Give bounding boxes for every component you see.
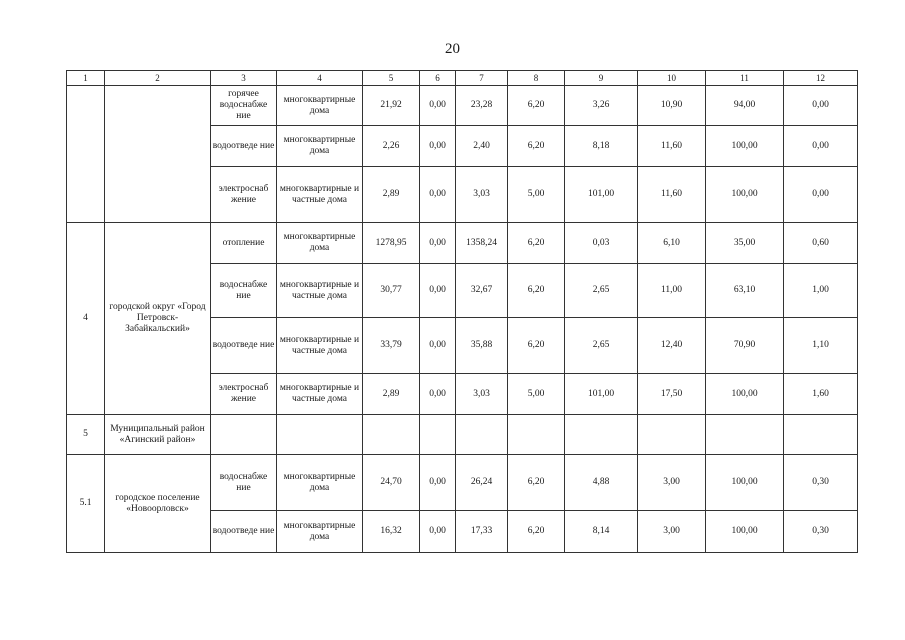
value-cell-6: 0,00 bbox=[420, 318, 456, 374]
value-cell-6: 0,00 bbox=[420, 511, 456, 553]
municipality-cell: городское поселение «Новоорловск» bbox=[105, 455, 211, 553]
housing-type-cell: многоквартирные и частные дома bbox=[277, 264, 363, 318]
value-cell-9: 8,18 bbox=[565, 126, 638, 167]
value-cell-12: 0,00 bbox=[784, 86, 858, 126]
value-cell-6: 0,00 bbox=[420, 86, 456, 126]
value-cell-12: 1,00 bbox=[784, 264, 858, 318]
column-number: 1 bbox=[67, 71, 105, 86]
value-cell-9: 3,26 bbox=[565, 86, 638, 126]
value-cell-11: 100,00 bbox=[706, 455, 784, 511]
service-cell: водоотведе ние bbox=[211, 318, 277, 374]
housing-type-cell: многоквартирные дома bbox=[277, 511, 363, 553]
value-cell-8: 6,20 bbox=[508, 455, 565, 511]
value-cell-10: 3,00 bbox=[638, 455, 706, 511]
value-cell-12: 0,00 bbox=[784, 126, 858, 167]
value-cell-7: 35,88 bbox=[456, 318, 508, 374]
column-number-row bbox=[67, 71, 858, 86]
column-number: 6 bbox=[420, 71, 456, 86]
value-cell-9: 101,00 bbox=[565, 167, 638, 223]
value-cell-12: 0,30 bbox=[784, 455, 858, 511]
municipality-cell: Муниципальный район «Агинский район» bbox=[105, 415, 211, 455]
value-cell-10: 11,60 bbox=[638, 167, 706, 223]
housing-type-cell: многоквартирные дома bbox=[277, 223, 363, 264]
housing-type-cell: многоквартирные дома bbox=[277, 455, 363, 511]
table-row bbox=[67, 415, 858, 455]
value-cell-6: 0,00 bbox=[420, 455, 456, 511]
value-cell-8: 6,20 bbox=[508, 126, 565, 167]
housing-type-cell: многоквартирные дома bbox=[277, 86, 363, 126]
value-cell-7: 23,28 bbox=[456, 86, 508, 126]
value-cell-11: 100,00 bbox=[706, 167, 784, 223]
value-cell-12: 0,00 bbox=[784, 167, 858, 223]
housing-type-cell: многоквартирные и частные дома bbox=[277, 167, 363, 223]
value-cell-5: 2,26 bbox=[363, 126, 420, 167]
value-cell-11: 94,00 bbox=[706, 86, 784, 126]
value-cell-6 bbox=[420, 415, 456, 455]
column-number: 8 bbox=[508, 71, 565, 86]
table-row bbox=[67, 455, 858, 511]
value-cell-5 bbox=[363, 415, 420, 455]
column-number: 9 bbox=[565, 71, 638, 86]
column-number: 5 bbox=[363, 71, 420, 86]
value-cell-10: 3,00 bbox=[638, 511, 706, 553]
value-cell-7: 2,40 bbox=[456, 126, 508, 167]
value-cell-11: 70,90 bbox=[706, 318, 784, 374]
column-number: 12 bbox=[784, 71, 858, 86]
housing-type-cell bbox=[277, 415, 363, 455]
value-cell-10: 12,40 bbox=[638, 318, 706, 374]
value-cell-5: 2,89 bbox=[363, 374, 420, 415]
service-cell: отопление bbox=[211, 223, 277, 264]
value-cell-8: 6,20 bbox=[508, 86, 565, 126]
column-number: 11 bbox=[706, 71, 784, 86]
value-cell-8: 5,00 bbox=[508, 167, 565, 223]
value-cell-8 bbox=[508, 415, 565, 455]
value-cell-10: 11,60 bbox=[638, 126, 706, 167]
row-number-cell bbox=[67, 86, 105, 223]
value-cell-8: 6,20 bbox=[508, 511, 565, 553]
table-row bbox=[67, 223, 858, 264]
value-cell-10: 6,10 bbox=[638, 223, 706, 264]
value-cell-12: 0,30 bbox=[784, 511, 858, 553]
value-cell-12 bbox=[784, 415, 858, 455]
value-cell-11: 100,00 bbox=[706, 374, 784, 415]
service-cell: электроснаб жение bbox=[211, 374, 277, 415]
service-cell: водоснабже ние bbox=[211, 264, 277, 318]
value-cell-8: 5,00 bbox=[508, 374, 565, 415]
value-cell-10 bbox=[638, 415, 706, 455]
value-cell-8: 6,20 bbox=[508, 264, 565, 318]
value-cell-7: 32,67 bbox=[456, 264, 508, 318]
value-cell-7: 17,33 bbox=[456, 511, 508, 553]
value-cell-7: 3,03 bbox=[456, 167, 508, 223]
value-cell-5: 30,77 bbox=[363, 264, 420, 318]
value-cell-10: 11,00 bbox=[638, 264, 706, 318]
column-number: 10 bbox=[638, 71, 706, 86]
value-cell-9: 0,03 bbox=[565, 223, 638, 264]
value-cell-7: 26,24 bbox=[456, 455, 508, 511]
service-cell: электроснаб жение bbox=[211, 167, 277, 223]
value-cell-6: 0,00 bbox=[420, 374, 456, 415]
column-number: 3 bbox=[211, 71, 277, 86]
value-cell-7 bbox=[456, 415, 508, 455]
value-cell-5: 24,70 bbox=[363, 455, 420, 511]
value-cell-6: 0,00 bbox=[420, 126, 456, 167]
value-cell-6: 0,00 bbox=[420, 223, 456, 264]
housing-type-cell: многоквартирные и частные дома bbox=[277, 374, 363, 415]
value-cell-11: 100,00 bbox=[706, 511, 784, 553]
value-cell-5: 16,32 bbox=[363, 511, 420, 553]
value-cell-10: 10,90 bbox=[638, 86, 706, 126]
value-cell-6: 0,00 bbox=[420, 167, 456, 223]
value-cell-7: 1358,24 bbox=[456, 223, 508, 264]
municipality-cell: городской округ «Город Петровск-Забайкальский» bbox=[105, 223, 211, 415]
value-cell-9: 101,00 bbox=[565, 374, 638, 415]
page-number: 20 bbox=[445, 41, 460, 57]
value-cell-9: 2,65 bbox=[565, 318, 638, 374]
service-cell: водоотведе ние bbox=[211, 126, 277, 167]
row-number-cell: 4 bbox=[67, 223, 105, 415]
value-cell-5: 21,92 bbox=[363, 86, 420, 126]
value-cell-11 bbox=[706, 415, 784, 455]
value-cell-12: 0,60 bbox=[784, 223, 858, 264]
value-cell-5: 2,89 bbox=[363, 167, 420, 223]
value-cell-12: 1,10 bbox=[784, 318, 858, 374]
value-cell-11: 63,10 bbox=[706, 264, 784, 318]
column-number: 2 bbox=[105, 71, 211, 86]
service-cell: водоснабже ние bbox=[211, 455, 277, 511]
column-number: 4 bbox=[277, 71, 363, 86]
value-cell-9: 4,88 bbox=[565, 455, 638, 511]
value-cell-12: 1,60 bbox=[784, 374, 858, 415]
tariff-table bbox=[66, 70, 858, 553]
housing-type-cell: многоквартирные дома bbox=[277, 126, 363, 167]
housing-type-cell: многоквартирные и частные дома bbox=[277, 318, 363, 374]
table-row bbox=[67, 86, 858, 126]
value-cell-9: 8,14 bbox=[565, 511, 638, 553]
column-number: 7 bbox=[456, 71, 508, 86]
value-cell-9 bbox=[565, 415, 638, 455]
value-cell-10: 17,50 bbox=[638, 374, 706, 415]
value-cell-11: 35,00 bbox=[706, 223, 784, 264]
service-cell bbox=[211, 415, 277, 455]
value-cell-11: 100,00 bbox=[706, 126, 784, 167]
service-cell: горячее водоснабже ние bbox=[211, 86, 277, 126]
value-cell-7: 3,03 bbox=[456, 374, 508, 415]
service-cell: водоотведе ние bbox=[211, 511, 277, 553]
value-cell-5: 33,79 bbox=[363, 318, 420, 374]
value-cell-8: 6,20 bbox=[508, 223, 565, 264]
value-cell-5: 1278,95 bbox=[363, 223, 420, 264]
value-cell-8: 6,20 bbox=[508, 318, 565, 374]
row-number-cell: 5 bbox=[67, 415, 105, 455]
value-cell-9: 2,65 bbox=[565, 264, 638, 318]
municipality-cell bbox=[105, 86, 211, 223]
value-cell-6: 0,00 bbox=[420, 264, 456, 318]
row-number-cell: 5.1 bbox=[67, 455, 105, 553]
table-body bbox=[67, 71, 858, 553]
